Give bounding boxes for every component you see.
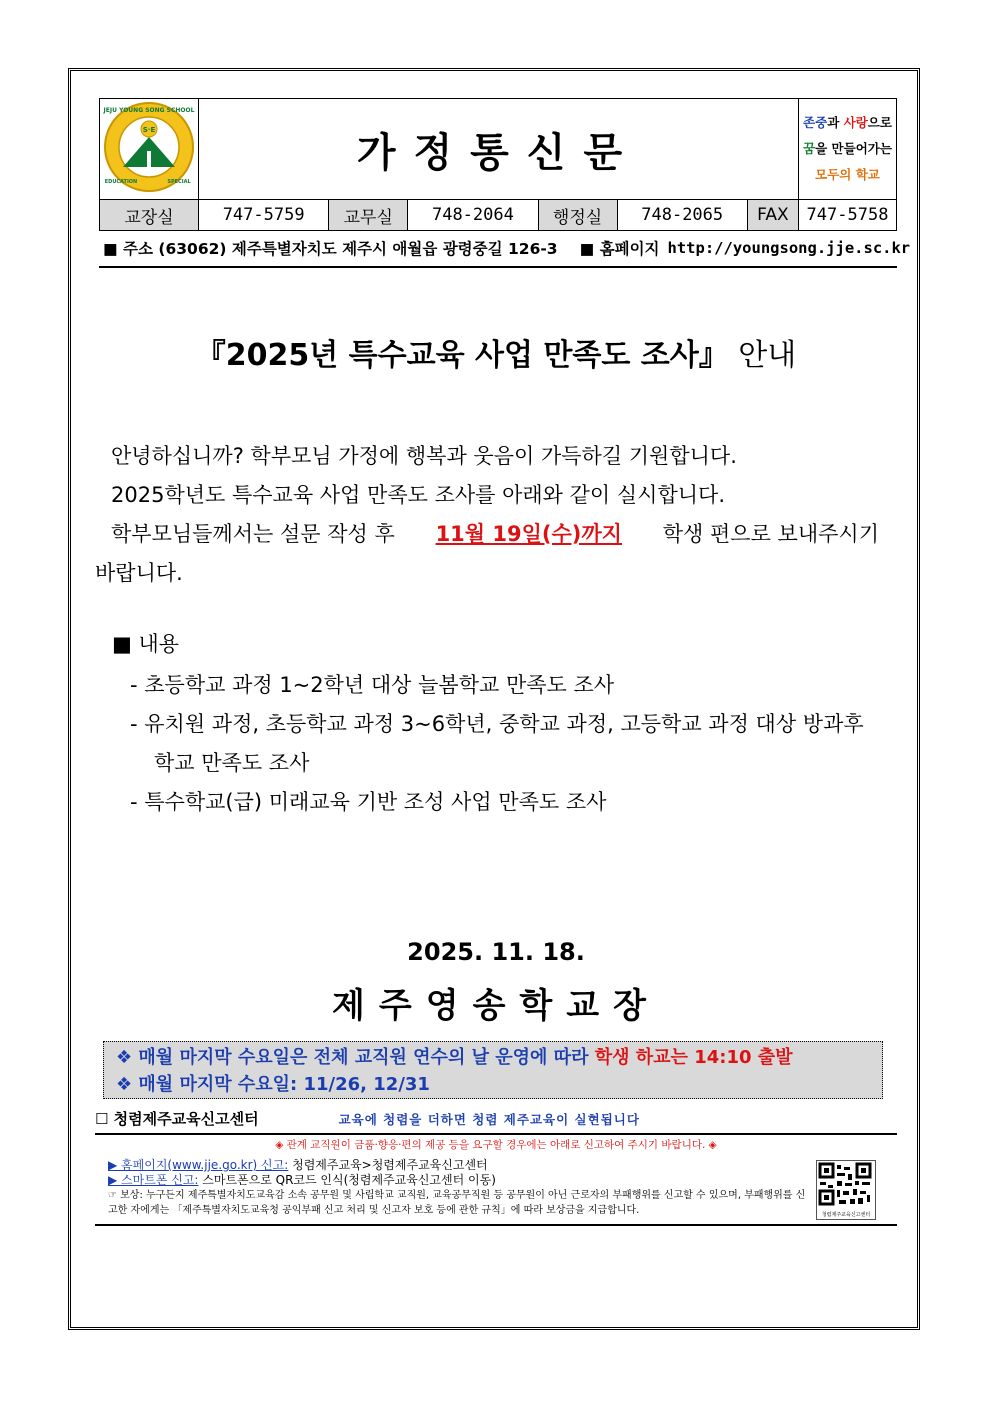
report-reward-text: ☞ 보상: 누구든지 제주특별자치도교육감 소속 공무원 및 사립학교 교직원, 교육공무직원 등 공무원이 아닌 근로자의 부패행위를 신고할 수 있으며, 부패행위를 신고한 자에게는 「제주특별자치도교육청 공익부패 신고 처리 및 신고자 보호 등에 관한 규칙」에 따라 보상금을 지급합니다. (108, 1190, 806, 1216)
greeting-line: 안녕하십니까? 학부모님 가정에 행복과 웃음이 가득하길 기원합니다. (111, 444, 737, 468)
phone-number-fax: 747-5758 (799, 200, 897, 231)
logo-ring-text: JEJU YOUNG SONG SCHOOL (103, 107, 195, 114)
motto-word-love: 사랑 (843, 115, 868, 130)
letterhead-table (99, 98, 897, 231)
report-smartphone-label: ▶ 스마트폰 신고: (108, 1173, 199, 1187)
motto-word-dream: 꿈 (803, 141, 816, 156)
logo-monogram: S·E (142, 126, 156, 134)
logo-ring-left: EDUCATION (104, 179, 138, 185)
document-title (0, 330, 992, 374)
motto-word-respect: 존중 (803, 115, 828, 130)
notice-line1: ❖ 매월 마지막 수요일은 전체 교직원 연수의 날 운영에 따라 (116, 1047, 595, 1068)
list-item: - 초등학교 과정 1~2학년 대상 늘봄학교 만족도 조사 (130, 673, 615, 697)
report-homepage-label[interactable]: ▶ 홈페이지(www.jje.go.kr) 신고: (108, 1158, 289, 1172)
phone-number-principal: 747-5759 (199, 200, 329, 231)
deadline-text: 11월 19일(수)까지 (435, 522, 622, 546)
logo-ring-right: SPECIAL (167, 179, 191, 185)
motto-suffix: 으로 (867, 115, 892, 130)
intro-line: 2025학년도 특수교육 사업 만족도 조사를 아래와 같이 실시합니다. (111, 483, 725, 507)
list-item: - 특수학교(급) 미래교육 기반 조성 사업 만족도 조사 (130, 790, 607, 814)
issue-date: 2025. 11. 18. (407, 938, 585, 966)
motto-line2: 을 만들어가는 (815, 141, 892, 156)
qr-code-graphic (817, 1161, 873, 1207)
homepage-label: ■ 홈페이지 (579, 240, 660, 258)
report-homepage-path: 청렴제주교육>청렴제주교육신고센터 (288, 1158, 488, 1172)
document-title-main: 『2025년 특수교육 사업 만족도 조사』 (195, 338, 729, 373)
integrity-center-header (95, 1108, 897, 1129)
notice-box (103, 1041, 883, 1099)
phone-number-admin: 748-2065 (617, 200, 747, 231)
notice-dismissal-time: 학생 하교는 14:10 출발 (594, 1047, 793, 1068)
motto-connector: 과 (827, 115, 844, 130)
integrity-slogan: 교육에 청렴을 더하면 청렴 제주교육이 실현됩니다 (338, 1111, 640, 1127)
report-instructions (108, 1158, 808, 1218)
section-heading: ■ 내용 (112, 632, 180, 656)
qr-code-icon[interactable] (816, 1160, 876, 1220)
school-motto (799, 99, 897, 200)
phone-label-teachers: 교무실 (329, 200, 408, 231)
document-title-suffix: 안내 (728, 338, 797, 373)
report-warning: ◈ 관계 교직원이 금품·향응·편의 제공 등을 요구할 경우에는 아래로 신고하여 주시기 바랍니다. ◈ (275, 1139, 717, 1151)
integrity-center-title: ☐ 청렴제주교육신고센터 (95, 1110, 259, 1128)
school-logo-cell (100, 99, 199, 200)
divider (95, 1133, 897, 1135)
school-address: ■ 주소 (63062) 제주특별자치도 제주시 애월읍 광령중길 126-3 (103, 240, 558, 258)
newsletter-title: 가정통신문 (199, 99, 799, 200)
qr-caption: 청렴제주교육신고센터 (821, 1212, 871, 1218)
report-smartphone-text: 스마트폰으로 QR코드 인식(청렴제주교육신고센터 이동) (198, 1173, 496, 1187)
phone-row (100, 200, 897, 231)
list-item: - 유치원 과정, 초등학교 과정 3~6학년, 중학교 과정, 고등학교 과정 대상 방과후 학교 만족도 조사 (130, 712, 864, 775)
school-logo (101, 99, 197, 195)
notice-line2: ❖ 매월 마지막 수요일: 11/26, 12/31 (116, 1074, 430, 1095)
school-principal-signature: 제주영송학교장 (332, 986, 660, 1026)
homepage-link[interactable]: http://youngsong.jje.sc.kr (667, 239, 911, 257)
divider (95, 1224, 897, 1226)
address-line (99, 230, 911, 268)
phone-label-admin: 행정실 (538, 200, 617, 231)
phone-label-principal: 교장실 (100, 200, 199, 231)
phone-number-teachers: 748-2064 (408, 200, 538, 231)
content-list (130, 666, 890, 822)
request-line (95, 515, 879, 554)
phone-label-fax: FAX (747, 200, 798, 231)
motto-line3: 모두의 학교 (815, 167, 880, 182)
request-text-start: 학부모님들께서는 설문 작성 후 (111, 522, 395, 546)
request-line-2: 바랍니다. (95, 561, 183, 585)
request-text-end: 학생 편으로 보내주시기 (662, 522, 879, 546)
